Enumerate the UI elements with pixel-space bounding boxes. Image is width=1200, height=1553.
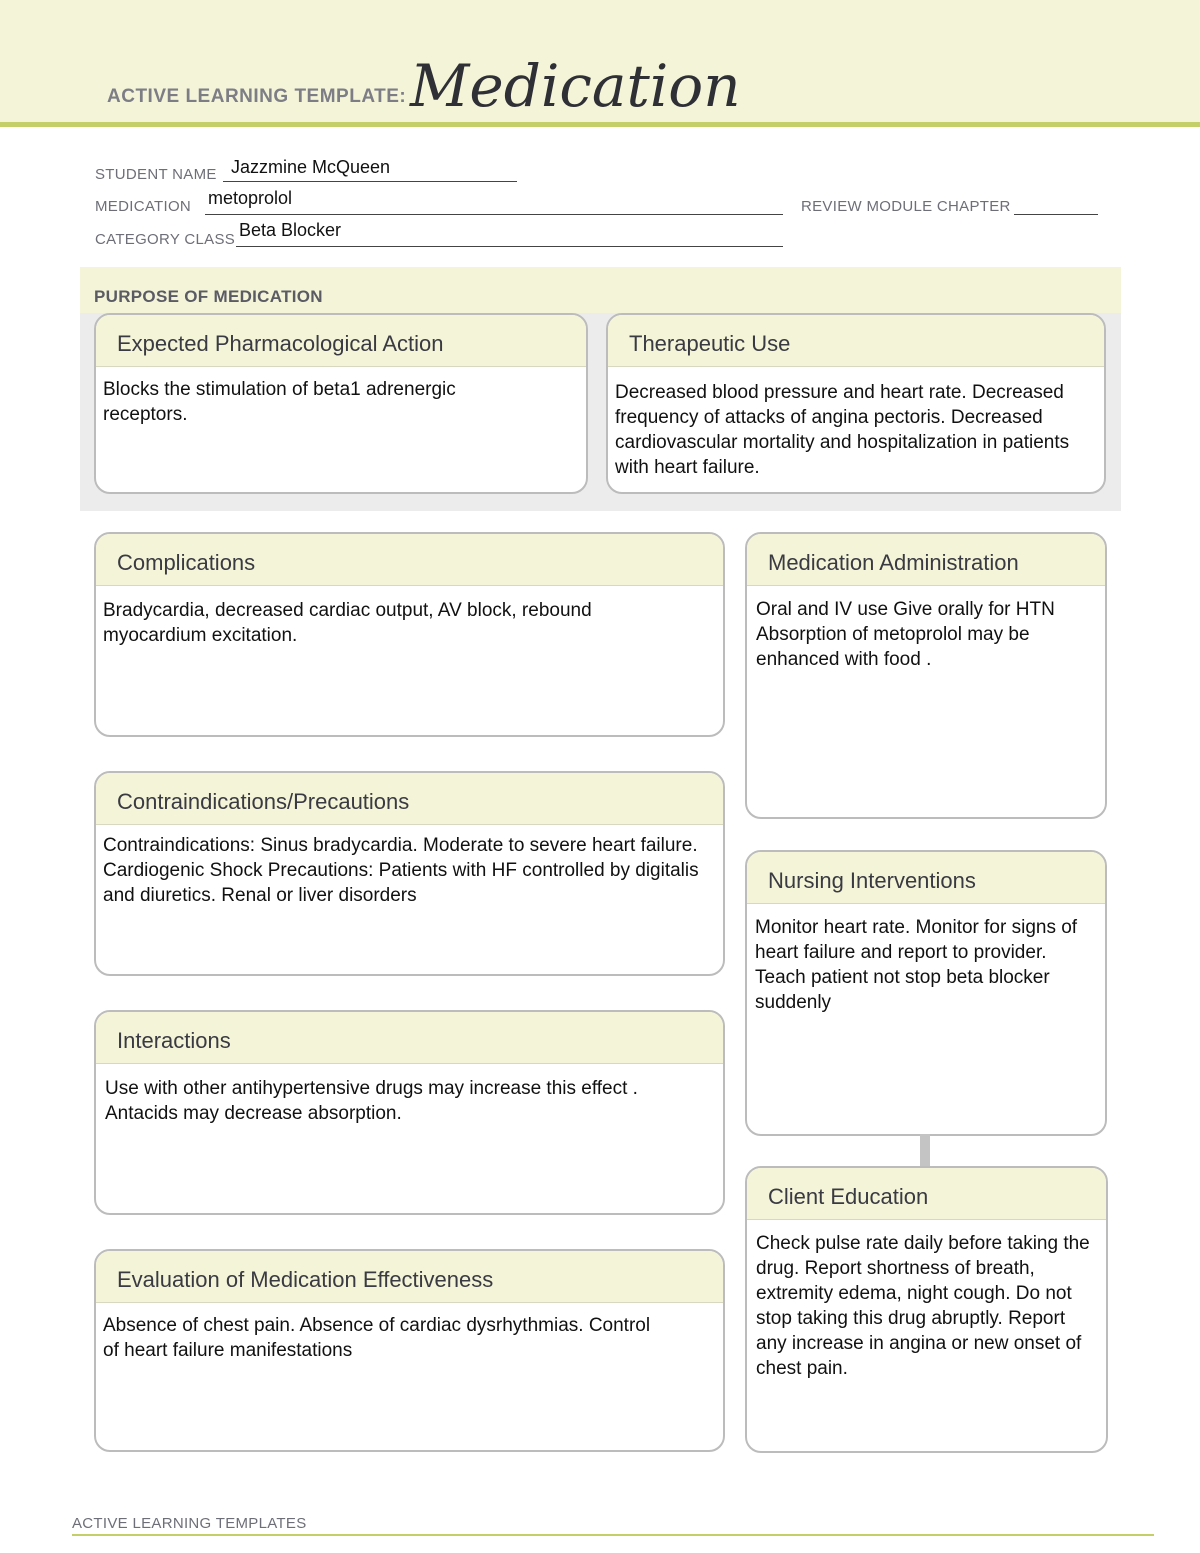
therapeutic-use-box (606, 313, 1106, 494)
client-education-text[interactable]: Check pulse rate daily before taking the drug. Report shortness of breath, extremity edema, night cough. Do not stop taking this drug abruptly. Report any increase in angina or new onset of chest pain. (756, 1233, 1090, 1379)
footer-divider (72, 1534, 1154, 1536)
review-module-label: REVIEW MODULE CHAPTER (801, 198, 1011, 215)
nursing-interventions-title: Nursing Interventions (747, 852, 1105, 904)
therapeutic-use-text[interactable]: Decreased blood pressure and heart rate. Decreased frequency of attacks of angina pectoris. Decreased cardiovascular mortality and hospitalization in patients with heart failure. (615, 382, 1070, 478)
student-name-label: STUDENT NAME (95, 166, 217, 183)
category-class-label: CATEGORY CLASS (95, 231, 236, 248)
medication-underline (205, 214, 783, 215)
expected-action-box (94, 313, 588, 494)
expected-action-text[interactable]: Blocks the stimulation of beta1 adrenergic receptors. (103, 379, 456, 425)
medication-label: MEDICATION (95, 198, 192, 215)
student-name-field[interactable]: Jazzmine McQueen (231, 157, 391, 177)
evaluation-title: Evaluation of Medication Effectiveness (96, 1251, 723, 1303)
client-education-box (745, 1166, 1108, 1453)
footer-label: ACTIVE LEARNING TEMPLATES (72, 1515, 307, 1532)
medication-administration-title: Medication Administration (747, 534, 1105, 586)
review-module-underline (1014, 214, 1098, 215)
box-connector (920, 1134, 930, 1166)
interactions-box (94, 1010, 725, 1215)
evaluation-text[interactable]: Absence of chest pain. Absence of cardiac dysrhythmias. Control of heart failure manifestations (103, 1315, 651, 1361)
therapeutic-use-title: Therapeutic Use (608, 315, 1104, 367)
evaluation-box (94, 1249, 725, 1452)
purpose-title: PURPOSE OF MEDICATION (94, 287, 323, 306)
client-education-title: Client Education (747, 1168, 1106, 1220)
interactions-text[interactable]: Use with other antihypertensive drugs may increase this effect . Antacids may decrease absorption. (105, 1078, 638, 1124)
complications-title: Complications (96, 534, 723, 586)
medication-administration-text[interactable]: Oral and IV use Give orally for HTN Absorption of metoprolol may be enhanced with food . (756, 599, 1055, 670)
category-class-field[interactable]: Beta Blocker (239, 220, 342, 240)
header-divider (0, 122, 1200, 127)
contraindications-box (94, 771, 725, 976)
template-prefix: ACTIVE LEARNING TEMPLATE: (107, 86, 407, 107)
medication-administration-box (745, 532, 1107, 819)
page-title: Medication (410, 52, 741, 120)
medication-field[interactable]: metoprolol (208, 188, 293, 208)
nursing-interventions-text[interactable]: Monitor heart rate. Monitor for signs of heart failure and report to provider. Teach patient not stop beta blocker suddenly (755, 917, 1078, 1013)
contraindications-text[interactable]: Contraindications: Sinus bradycardia. Moderate to severe heart failure. Cardiogenic Shock Precautions: Patients with HF controlled by digitalis and diuretics. Renal or liver disorders (103, 835, 699, 906)
contraindications-title: Contraindications/Precautions (96, 773, 723, 825)
complications-box (94, 532, 725, 737)
nursing-interventions-box (745, 850, 1107, 1136)
student-name-underline (223, 181, 517, 182)
category-class-underline (236, 246, 783, 247)
expected-action-title: Expected Pharmacological Action (96, 315, 586, 367)
interactions-title: Interactions (96, 1012, 723, 1064)
complications-text[interactable]: Bradycardia, decreased cardiac output, AV block, rebound myocardium excitation. (103, 600, 592, 646)
